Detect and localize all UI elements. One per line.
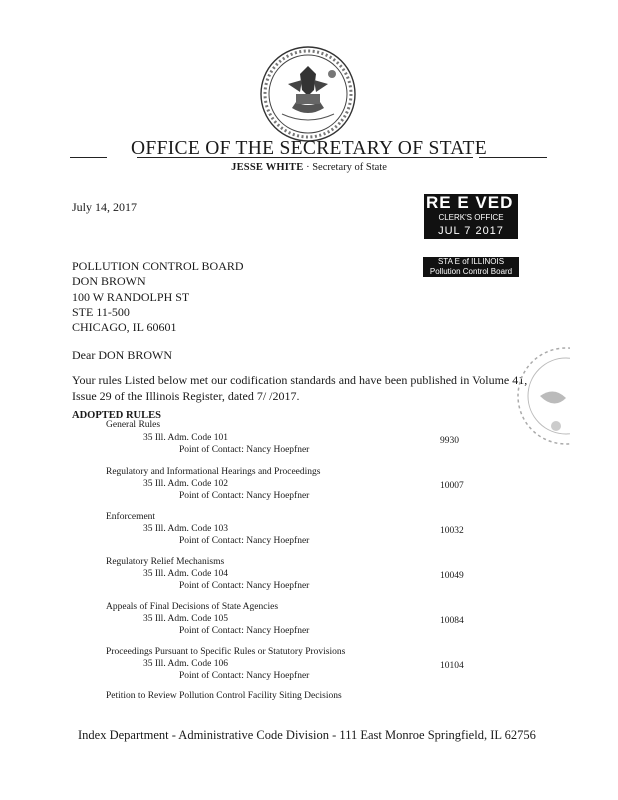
rule-contact: Point of Contact: Nancy Hoepfner [179, 536, 310, 546]
greeting: Dear DON BROWN [72, 348, 172, 362]
header-rule-left [70, 157, 107, 158]
rule-contact: Point of Contact: Nancy Hoepfner [179, 491, 310, 501]
state-stamp-line2: Pollution Control Board [429, 266, 513, 276]
rule-category: General Rules [106, 420, 161, 430]
received-stamp-date: JUL 7 2017 [424, 223, 518, 239]
rule-code: 35 Ill. Adm. Code 105 [143, 614, 228, 624]
rule-contact: Point of Contact: Nancy Hoepfner [179, 581, 310, 591]
received-stamp-office: CLERK'S OFFICE [424, 212, 518, 223]
address-line: DON BROWN [72, 274, 146, 289]
state-stamp-line1: STA E of ILLINOIS [437, 257, 505, 266]
address-line: STE 11-500 [72, 304, 130, 319]
rule-category: Regulatory Relief Mechanisms [106, 557, 225, 567]
address-line: 100 W RANDOLPH ST [72, 289, 190, 304]
rule-category: Enforcement [106, 512, 156, 522]
embossed-seal-image [510, 336, 570, 456]
header-rule-right [479, 157, 547, 158]
rule-code: 35 Ill. Adm. Code 106 [143, 659, 228, 669]
footer-address: Index Department - Administrative Code Division - 111 East Monroe Springfield, IL 62756 [78, 728, 536, 742]
address-line: POLLUTION CONTROL BOARD [72, 259, 244, 273]
rule-code: 35 Ill. Adm. Code 104 [143, 569, 228, 579]
letter-date: July 14, 2017 [72, 200, 138, 214]
rule-category: Petition to Review Pollution Control Facility Siting Decisions [106, 691, 342, 701]
rule-code: 35 Ill. Adm. Code 102 [143, 479, 228, 489]
secretary-role: · Secretary of State [303, 162, 387, 173]
rule-contact: Point of Contact: Nancy Hoepfner [179, 445, 310, 455]
recipient-address [72, 259, 244, 335]
rule-category: Proceedings Pursuant to Specific Rules or Statutory Provisions [106, 647, 346, 657]
received-stamp [424, 194, 518, 244]
adopted-rules-heading: ADOPTED RULES [72, 410, 161, 421]
rule-page: 9930 [440, 436, 459, 446]
state-seal-image [252, 44, 364, 144]
rule-page: 10007 [440, 481, 464, 491]
header-rule-underline [137, 157, 473, 158]
address-line: CHICAGO, IL 60601 [72, 320, 177, 335]
rule-category: Appeals of Final Decisions of State Agencies [106, 602, 279, 612]
received-stamp-title: RE E VED [424, 194, 518, 212]
body-paragraph: Your rules Listed below met our codification standards and have been published in Volume 41, Issue 29 of the Illinois Register, dated 7/ /2017. [72, 373, 528, 403]
rule-contact: Point of Contact: Nancy Hoepfner [179, 671, 310, 681]
office-title: OFFICE OF THE SECRETARY OF STATE [131, 138, 487, 159]
rule-page: 10104 [440, 661, 464, 671]
rule-page: 10032 [440, 526, 464, 536]
rule-page: 10084 [440, 616, 464, 626]
rule-page: 10049 [440, 571, 464, 581]
secretary-subtitle [70, 162, 548, 173]
rule-contact: Point of Contact: Nancy Hoepfner [179, 626, 310, 636]
state-stamp [423, 257, 519, 277]
rule-code: 35 Ill. Adm. Code 103 [143, 524, 228, 534]
rule-category: Regulatory and Informational Hearings and Proceedings [106, 467, 321, 477]
rule-code: 35 Ill. Adm. Code 101 [143, 433, 228, 443]
secretary-name: JESSE WHITE [231, 162, 304, 173]
